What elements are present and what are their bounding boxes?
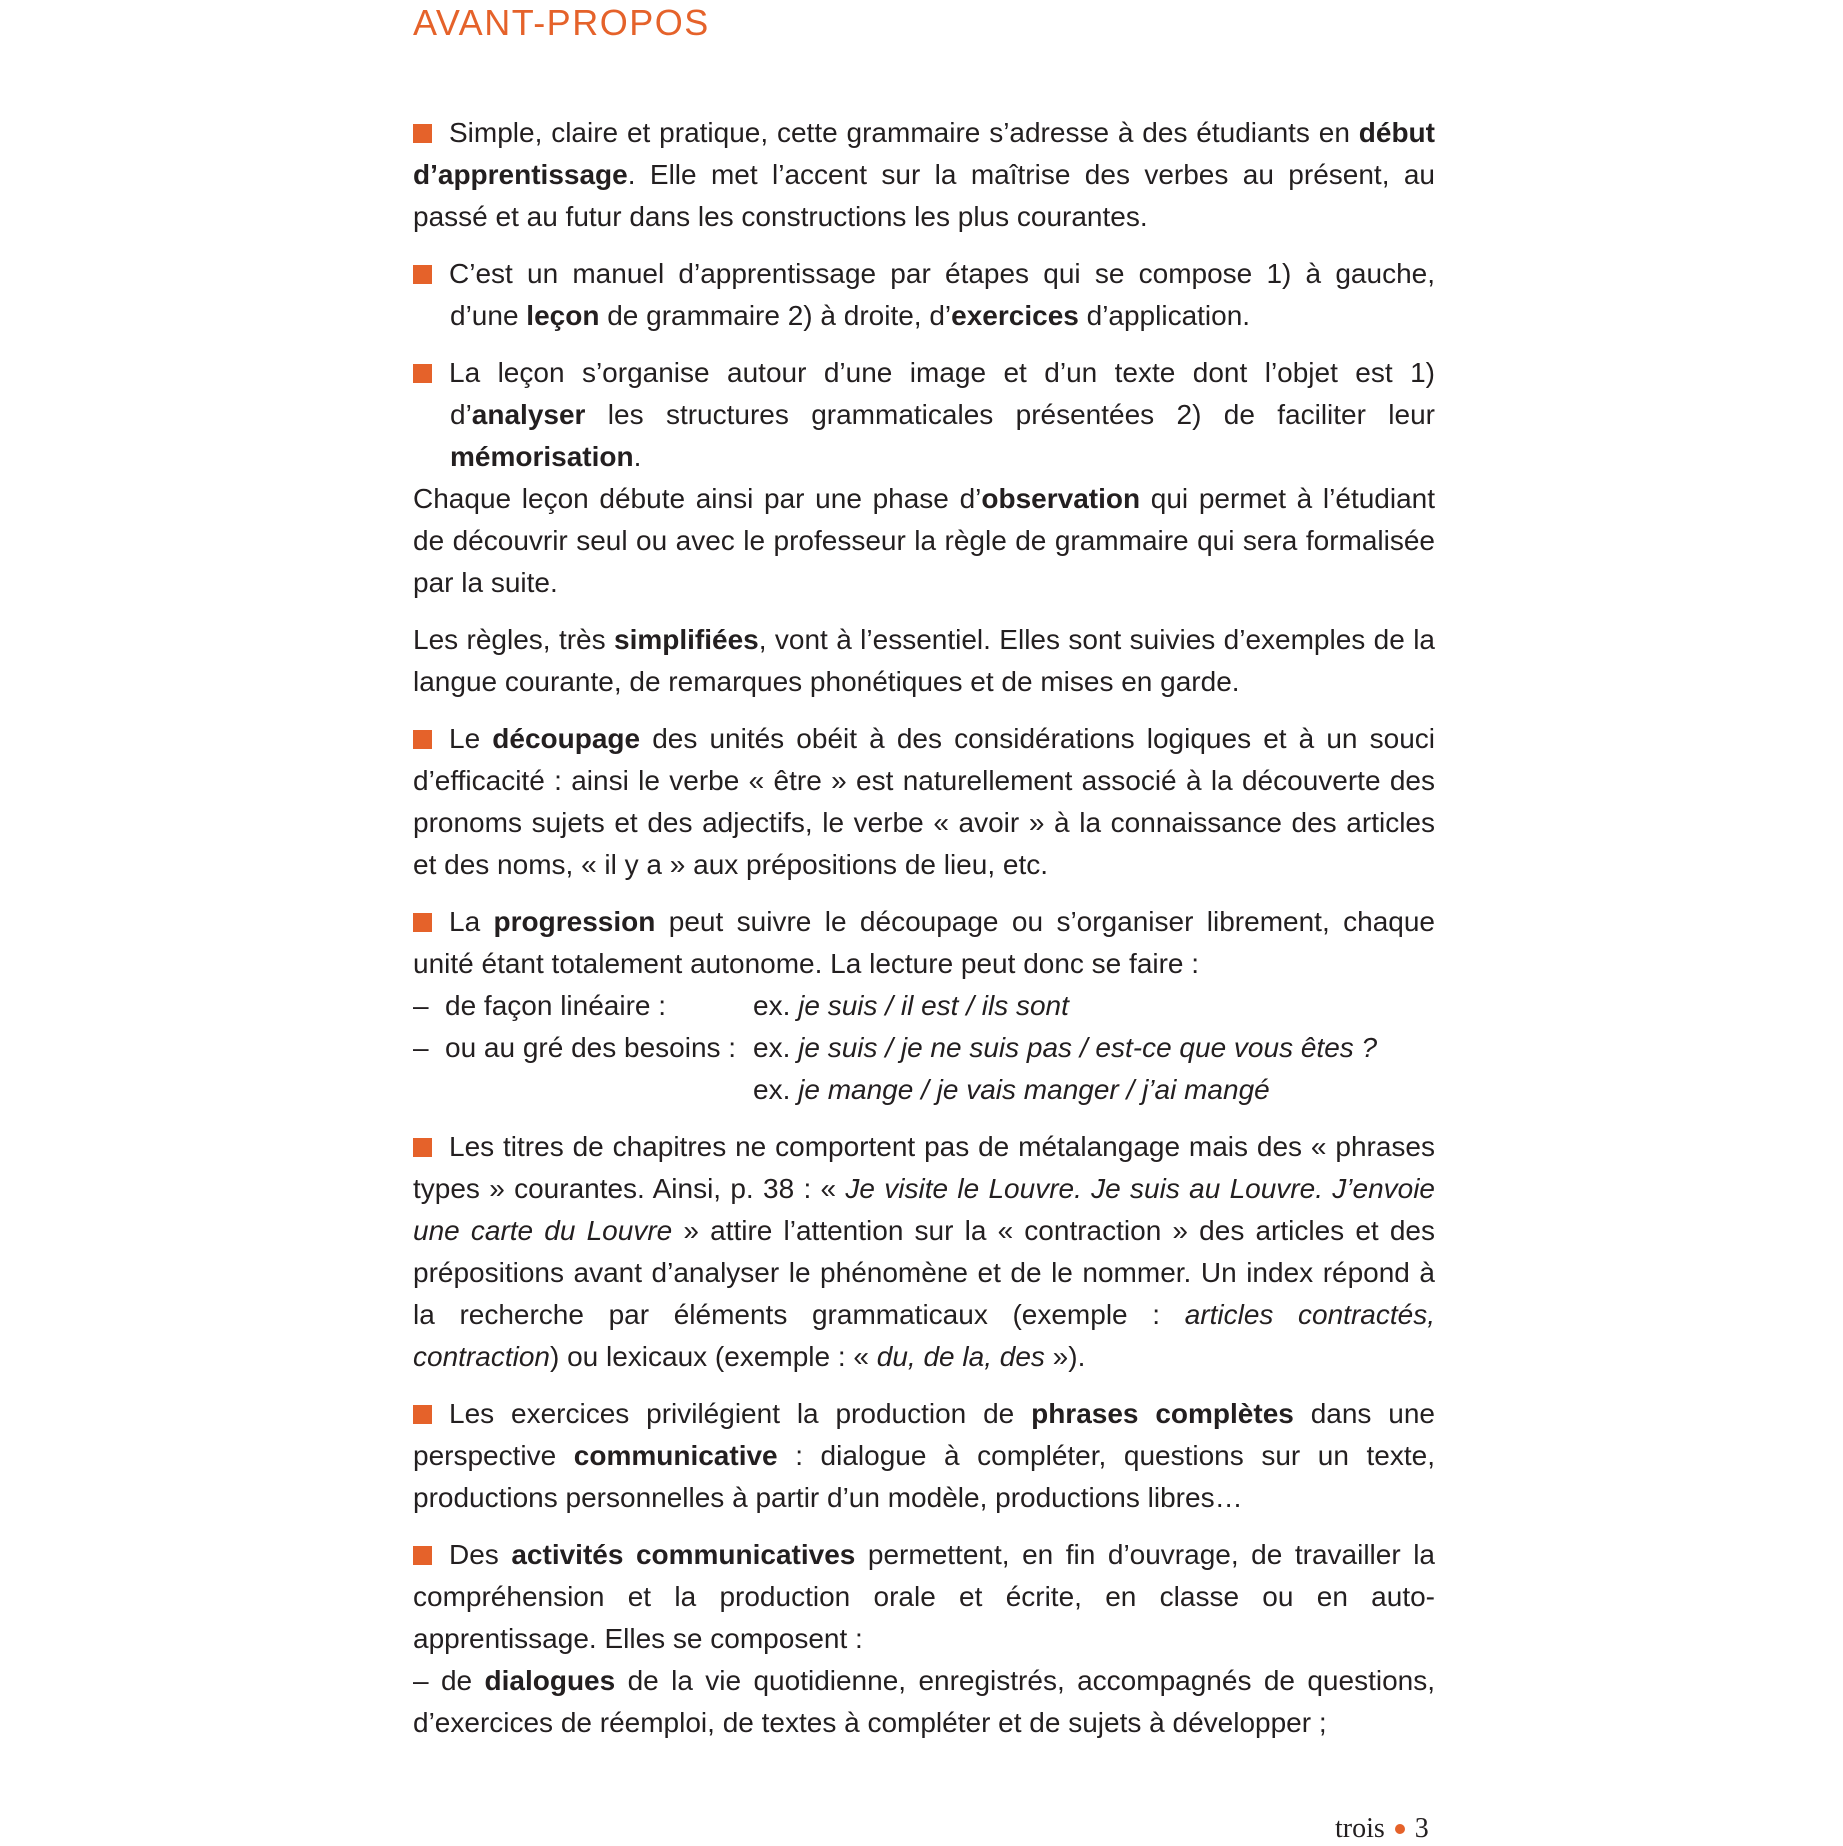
foreword-body [413, 112, 1435, 1744]
bullet-dot-icon [1395, 1824, 1405, 1834]
page-title: AVANT-PROPOS [413, 2, 710, 43]
page-number: 3 [1414, 1813, 1429, 1844]
bullet-square-icon [413, 1138, 432, 1157]
reading-modes-list [413, 985, 1435, 1111]
bullet-square-icon [413, 730, 432, 749]
paragraph-manual-structure: C’est un manuel d’apprentissage par étapes qui se compose 1) à gauche, d’une leçon de grammaire 2) à droite, d’exercices d’application. [413, 253, 1435, 337]
bullet-square-icon [413, 364, 432, 383]
page-word: trois [1335, 1813, 1385, 1844]
bullet-square-icon [413, 1405, 432, 1424]
paragraph-activities: Des activités communicatives permettent, en fin d’ouvrage, de travailler la compréhension et la production orale et écrite, en classe ou en auto-apprentissage. Elles se composent : [413, 1539, 1435, 1654]
paragraph-intro: Simple, claire et pratique, cette grammaire s’adresse à des étudiants en début d’apprentissage. Elle met l’accent sur la maîtrise des verbes au présent, au passé et au futur dans les constructions les plus courantes. [413, 117, 1435, 232]
bullet-square-icon [413, 1546, 432, 1565]
bullet-square-icon [413, 124, 432, 143]
paragraph-chapter-titles: Les titres de chapitres ne comportent pas de métalangage mais des « phrases types » courantes. Ainsi, p. 38 : « Je visite le Louvre. Je suis au Louvre. J’envoie une carte du Louvre » attire l’attention sur la « contraction » des articles et des prépositions avant d’analyser le phénomène et de le nommer. Un index répond à la recherche par éléments grammaticaux (exemple : articles contractés, contraction) ou lexicaux (exemple : « du, de la, des »). [413, 1131, 1436, 1372]
bullet-square-icon [413, 913, 432, 932]
paragraph-decoupage: Le découpage des unités obéit à des considérations logiques et à un souci d’efficacité : ainsi le verbe « être » est naturellement associé à la découverte des pronoms sujets et des adjectifs, le verbe « avoir » à la connaissance des articles et des noms, « il y a » aux prépositions de lieu, etc. [413, 723, 1435, 880]
paragraph-lesson-organization: La leçon s’organise autour d’une image et d’un texte dont l’objet est 1) d’analyser les structures grammaticales présentées 2) de faciliter leur mémorisation. [413, 352, 1435, 478]
paragraph-progression: La progression peut suivre le découpage ou s’organiser librement, chaque unité étant totalement autonome. La lecture peut donc se faire : [413, 906, 1435, 979]
paragraph-dialogues: – de dialogues de la vie quotidienne, enregistrés, accompagnés de questions, d’exercices de réemploi, de textes à compléter et de sujets à développer ; [413, 1665, 1436, 1738]
page-footer [1335, 1812, 1429, 1846]
paragraph-observation: Chaque leçon débute ainsi par une phase d’observation qui permet à l’étudiant de découvrir seul ou avec le professeur la règle de grammaire qui sera formalisée par la suite. [413, 483, 1436, 598]
bullet-square-icon [413, 265, 432, 284]
paragraph-exercises: Les exercices privilégient la production de phrases complètes dans une perspective communicative : dialogue à compléter, questions sur un texte, productions personnelles à partir d’un modèle, productions libres… [413, 1398, 1435, 1513]
list-item: ex. je mange / je vais manger / j’ai mangé [753, 1074, 1270, 1105]
list-item: – de façon linéaire : ex. je suis / il est / ils sont [413, 990, 1069, 1021]
paragraph-rules: Les règles, très simplifiées, vont à l’essentiel. Elles sont suivies d’exemples de la langue courante, de remarques phonétiques et de mises en garde. [413, 624, 1435, 697]
list-item: – ou au gré des besoins : ex. je suis / je ne suis pas / est-ce que vous êtes ? [413, 1032, 1378, 1063]
